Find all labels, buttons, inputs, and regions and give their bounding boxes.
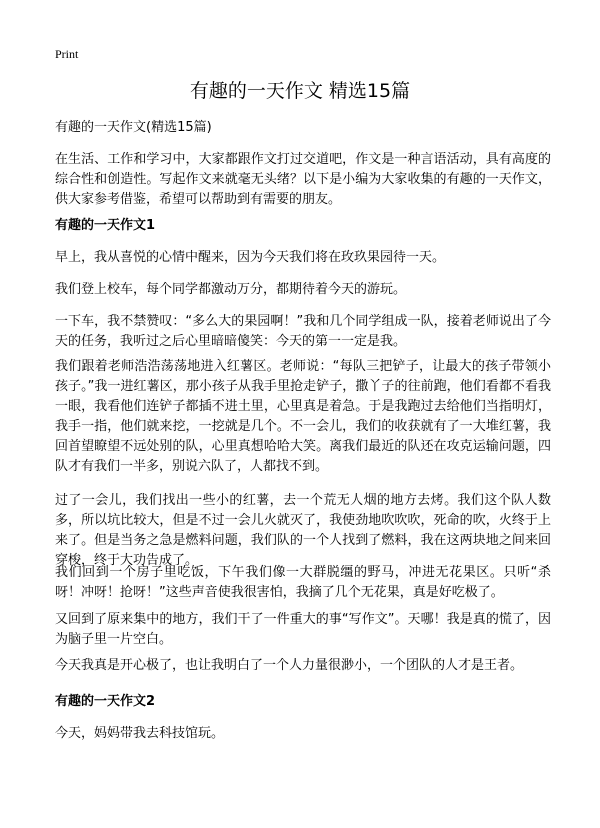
section-2-paragraph-1: 今天，妈妈带我去科技馆玩。 — [55, 726, 225, 741]
section-heading-1: 有趣的一天作文1 — [55, 218, 156, 233]
document-subtitle: 有趣的一天作文(精选15篇) — [55, 120, 212, 135]
section-1-paragraph-3: 一下车，我不禁赞叹：“多么大的果园啊！”我和几个同学组成一队，接着老师说出了今天的任务，我听过之后心里暗暗傻笑：今天的第一一定是我。 — [55, 314, 551, 349]
intro-paragraph: 在生活、工作和学习中，大家都跟作文打过交道吧，作文是一种言语活动，具有高度的综合性和创造性。写起作文来就毫无头绪？以下是小编为大家收集的有趣的一天作文，供大家参考借鉴，希望可以帮助到有需要的朋友。 — [55, 152, 551, 207]
print-label: Print — [55, 47, 79, 61]
section-1-paragraph-2: 我们登上校车，每个同学都激动万分，都期待着今天的游玩。 — [55, 282, 407, 297]
section-1-paragraph-8: 今天我真是开心极了，也让我明白了一个人力量很渺小，一个团队的人才是王者。 — [55, 658, 524, 673]
section-heading-2: 有趣的一天作文2 — [55, 694, 156, 709]
section-1-paragraph-5: 过了一会儿，我们找出一些小的红薯，去一个荒无人烟的地方去烤。我们这个队人数多，所以坑比较大，但是不过一会儿火就灭了，我使劲地吹吹吹，死命的吹，火终于上来了。但是当务之急是燃料问题，我们队的一个人找到了燃料，我在这两块地之间来回穿梭，终于大功告成了。 — [55, 493, 551, 568]
page-title: 有趣的一天作文 精选15篇 — [189, 80, 411, 102]
section-1-paragraph-4: 我们跟着老师浩浩荡荡地进入红薯区。老师说：“每队三把铲子，让最大的孩子带领小孩子。”我一进红薯区，那小孩子从我手里抢走铲子，撒丫子的往前跑，他们看都不看我一眼，我看他们连铲子都插不进土里，心里真是着急。于是我跑过去给他们当指明灯，我手一指，他们就来挖，一挖就是几个。不一会儿，我们的收获就有了一大堆红薯，我回首望瞭望不远处别的队，心里真想哈哈大笑。离我们最近的队还在攻克运输问题，四队才有我们一半多，别说六队了，人都找不到。 — [55, 359, 551, 474]
section-1-paragraph-7: 又回到了原来集中的地方，我们干了一件重大的事“写作文”。天哪！我是真的慌了，因为脑子里一片空白。 — [55, 612, 551, 647]
section-1-paragraph-6: 我们回到一个房子里吃饭，下午我们像一大群脱缰的野马，冲进无花果区。只听“杀呀！冲呀！抢呀！”这些声音使我很害怕，我摘了几个无花果，真是好吃极了。 — [55, 565, 551, 600]
section-1-paragraph-1: 早上，我从喜悦的心情中醒来，因为今天我们将在玫玖果园待一天。 — [55, 250, 446, 265]
